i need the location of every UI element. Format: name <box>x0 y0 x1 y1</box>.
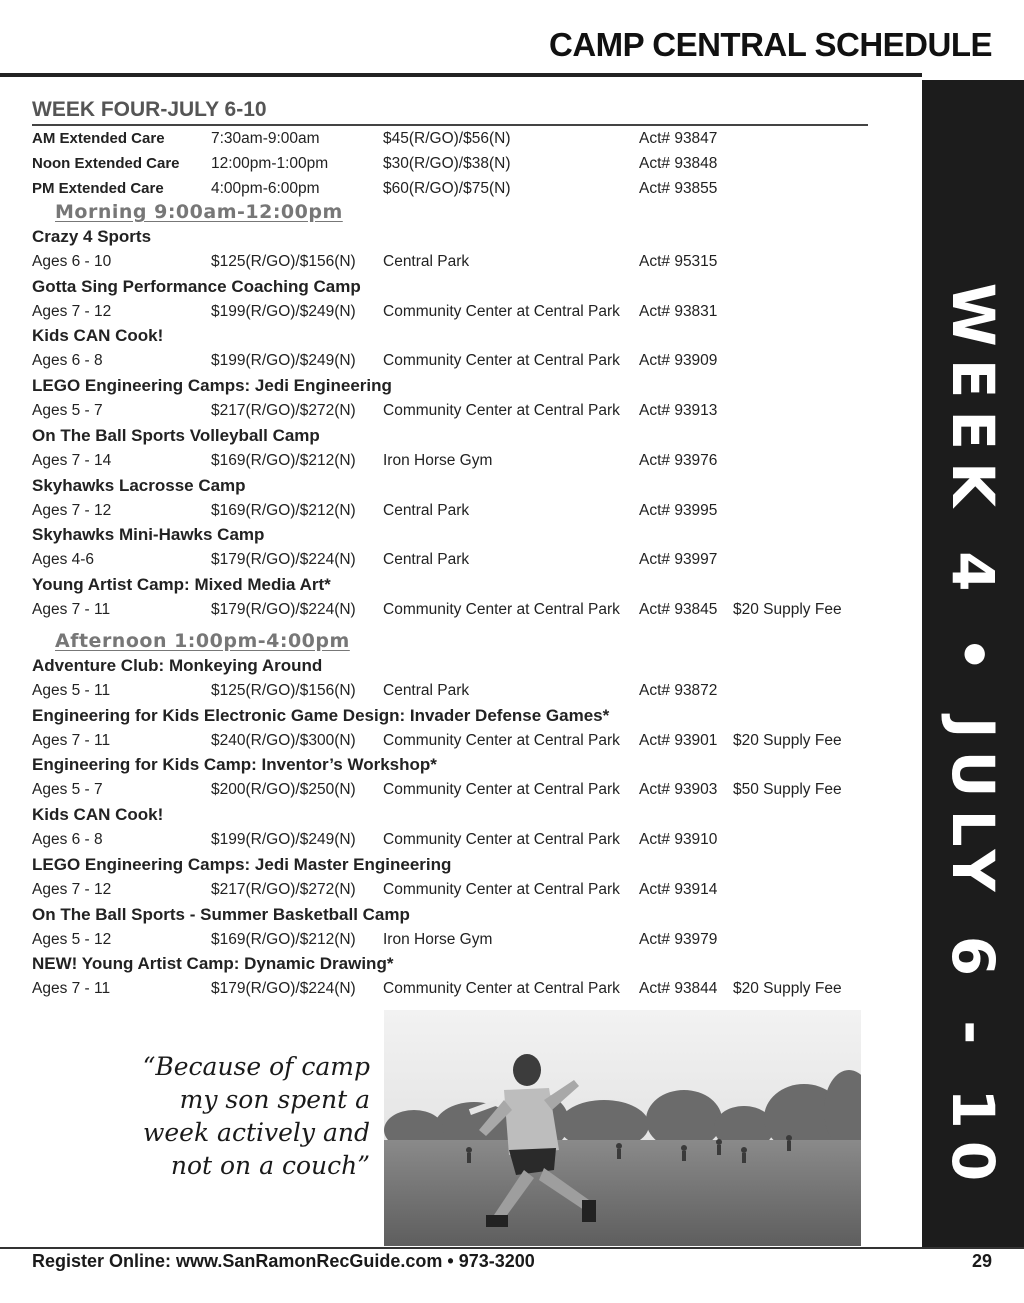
extended-care-act: Act# 93848 <box>639 155 718 172</box>
camp-act: Act# 93909 <box>639 352 718 370</box>
camp-fee: $169(R/GO)/$212(N) <box>211 451 356 469</box>
morning-session-heading: Morning 9:00am-12:00pm <box>55 201 343 223</box>
camp-ages: Ages 5 - 7 <box>32 402 103 420</box>
camp-location: Community Center at Central Park <box>383 831 620 849</box>
side-banner <box>922 80 1024 1248</box>
camp-fee: $200(R/GO)/$250(N) <box>211 781 356 799</box>
camp-act: Act# 93914 <box>639 880 718 898</box>
camp-fee: $217(R/GO)/$272(N) <box>211 880 356 898</box>
side-banner-text: WEEK 4 • JULY 6 - 10 <box>939 282 1007 1194</box>
camp-title: Adventure Club: Monkeying Around <box>32 656 323 675</box>
camp-act: Act# 93910 <box>639 831 718 849</box>
camp-title: Skyhawks Lacrosse Camp <box>32 475 246 495</box>
camp-title: Young Artist Camp: Mixed Media Art* <box>32 574 331 594</box>
extended-care-row <box>0 128 920 152</box>
extended-care-fee: $60(R/GO)/$75(N) <box>383 180 511 197</box>
camp-ages: Ages 4-6 <box>32 551 95 569</box>
footer-register-info: Register Online: www.SanRamonRecGuide.com • 973-3200 <box>32 1251 535 1271</box>
camp-location: Central Park <box>383 253 470 270</box>
extended-care-name: PM Extended Care <box>32 180 164 197</box>
camp-title: Engineering for Kids Electronic Game Design: Invader Defense Games* <box>32 705 610 725</box>
camp-act: Act# 93995 <box>639 501 718 519</box>
camp-ages: Ages 6 - 10 <box>32 253 112 270</box>
camp-act: Act# 93901 <box>639 731 718 749</box>
camp-fee: $199(R/GO)/$249(N) <box>211 352 356 370</box>
camp-title: Crazy 4 Sports <box>32 227 152 246</box>
camp-fee: $179(R/GO)/$224(N) <box>211 600 356 618</box>
camp-ages: Ages 5 - 7 <box>32 781 103 799</box>
extended-care-act: Act# 93847 <box>639 130 718 147</box>
camp-ages: Ages 7 - 12 <box>32 501 112 519</box>
camp-act: Act# 93903 <box>639 781 718 799</box>
camp-detail-row <box>0 251 920 275</box>
quote-line: week actively and <box>142 1118 370 1147</box>
camp-title: LEGO Engineering Camps: Jedi Engineering <box>32 376 392 396</box>
camp-fee: $125(R/GO)/$156(N) <box>211 253 356 270</box>
camp-detail-row <box>0 350 920 374</box>
header-divider <box>0 73 922 77</box>
camp-ages: Ages 7 - 11 <box>32 600 111 618</box>
page-number: 29 <box>971 1251 992 1271</box>
camp-act: Act# 93831 <box>639 302 718 320</box>
quote-line: “Because of camp <box>142 1052 370 1081</box>
camp-fee: $240(R/GO)/$300(N) <box>211 731 356 749</box>
extended-care-fee: $30(R/GO)/$38(N) <box>383 155 511 172</box>
camp-location: Central Park <box>383 682 470 699</box>
quote-line: my son spent a <box>179 1085 370 1114</box>
camp-location: Community Center at Central Park <box>383 402 620 420</box>
camp-act: Act# 93844 <box>639 980 718 998</box>
camp-title: Engineering for Kids Camp: Inventor’s Workshop* <box>32 755 437 775</box>
extended-care-fee: $45(R/GO)/$56(N) <box>383 130 511 147</box>
camp-location: Community Center at Central Park <box>383 781 620 799</box>
extended-care-time: 7:30am-9:00am <box>211 130 320 147</box>
camp-detail-row <box>0 500 920 524</box>
camp-ages: Ages 7 - 11 <box>32 980 111 998</box>
extended-care-row <box>0 178 920 202</box>
extended-care-name: AM Extended Care <box>32 130 165 147</box>
extended-care-time: 4:00pm-6:00pm <box>211 180 320 197</box>
camp-fee: $169(R/GO)/$212(N) <box>211 501 356 519</box>
page-title: CAMP CENTRAL SCHEDULE <box>549 26 992 63</box>
week-heading-rule <box>32 124 868 126</box>
camp-act: Act# 95315 <box>639 253 718 270</box>
testimonial-quote <box>130 1050 370 1182</box>
quote-line: not on a couch” <box>170 1151 370 1180</box>
camp-detail-row <box>0 978 920 1002</box>
camp-fee: $217(R/GO)/$272(N) <box>211 402 356 420</box>
camp-ages: Ages 6 - 8 <box>32 352 103 370</box>
extended-care-time: 12:00pm-1:00pm <box>211 155 329 172</box>
camp-act: Act# 93997 <box>639 551 718 569</box>
camp-act: Act# 93872 <box>639 682 718 699</box>
camp-fee: $199(R/GO)/$249(N) <box>211 302 356 320</box>
camp-title: Gotta Sing Performance Coaching Camp <box>32 276 361 296</box>
camp-ages: Ages 5 - 12 <box>32 930 112 948</box>
camp-supply-fee: $20 Supply Fee <box>733 600 842 618</box>
camp-detail-row <box>0 680 920 704</box>
camp-location: Central Park <box>383 501 470 519</box>
camp-location: Community Center at Central Park <box>383 731 620 749</box>
camp-fee: $179(R/GO)/$224(N) <box>211 980 356 998</box>
camp-detail-row <box>0 730 920 754</box>
camp-detail-row <box>0 879 920 903</box>
camp-fee: $179(R/GO)/$224(N) <box>211 551 356 569</box>
camp-location: Community Center at Central Park <box>383 980 620 998</box>
footer-divider <box>0 1247 1024 1249</box>
camp-supply-fee: $50 Supply Fee <box>733 781 842 799</box>
camp-location: Community Center at Central Park <box>383 302 620 320</box>
afternoon-session-heading: Afternoon 1:00pm-4:00pm <box>55 630 350 652</box>
extended-care-row <box>0 153 920 177</box>
photo-illustration <box>384 1010 861 1246</box>
camp-title: On The Ball Sports - Summer Basketball Camp <box>32 904 410 924</box>
camp-title: Skyhawks Mini-Hawks Camp <box>32 525 265 545</box>
extended-care-act: Act# 93855 <box>639 180 718 197</box>
camp-fee: $169(R/GO)/$212(N) <box>211 930 356 948</box>
camp-fee: $125(R/GO)/$156(N) <box>211 682 356 699</box>
camp-location: Iron Horse Gym <box>383 930 493 948</box>
camp-detail-row <box>0 301 920 325</box>
camp-supply-fee: $20 Supply Fee <box>733 980 842 998</box>
camp-location: Central Park <box>383 551 470 569</box>
camp-act: Act# 93845 <box>639 600 718 618</box>
camp-ages: Ages 7 - 11 <box>32 731 111 749</box>
camp-title: NEW! Young Artist Camp: Dynamic Drawing* <box>32 954 394 974</box>
camp-supply-fee: $20 Supply Fee <box>733 731 842 749</box>
camp-title: Kids CAN Cook! <box>32 326 164 346</box>
camp-act: Act# 93979 <box>639 930 718 948</box>
camp-act: Act# 93976 <box>639 451 718 469</box>
camp-ages: Ages 5 - 11 <box>32 682 111 699</box>
camp-photo <box>384 1010 861 1246</box>
camp-location: Community Center at Central Park <box>383 880 620 898</box>
camp-detail-row <box>0 829 920 853</box>
camp-act: Act# 93913 <box>639 402 718 420</box>
extended-care-name: Noon Extended Care <box>32 155 180 172</box>
camp-detail-row <box>0 450 920 474</box>
camp-detail-row <box>0 400 920 424</box>
camp-detail-row <box>0 549 920 573</box>
camp-ages: Ages 7 - 12 <box>32 302 112 320</box>
camp-detail-row <box>0 929 920 953</box>
camp-ages: Ages 7 - 14 <box>32 451 112 469</box>
camp-title: LEGO Engineering Camps: Jedi Master Engineering <box>32 854 452 874</box>
camp-location: Iron Horse Gym <box>383 451 493 469</box>
camp-title: On The Ball Sports Volleyball Camp <box>32 425 320 445</box>
week-heading: WEEK FOUR-JULY 6-10 <box>32 98 267 121</box>
camp-title: Kids CAN Cook! <box>32 805 164 825</box>
camp-ages: Ages 6 - 8 <box>32 831 103 849</box>
camp-location: Community Center at Central Park <box>383 352 620 370</box>
camp-location: Community Center at Central Park <box>383 600 620 618</box>
camp-detail-row <box>0 599 920 623</box>
camp-fee: $199(R/GO)/$249(N) <box>211 831 356 849</box>
camp-ages: Ages 7 - 12 <box>32 880 112 898</box>
camp-detail-row <box>0 779 920 803</box>
